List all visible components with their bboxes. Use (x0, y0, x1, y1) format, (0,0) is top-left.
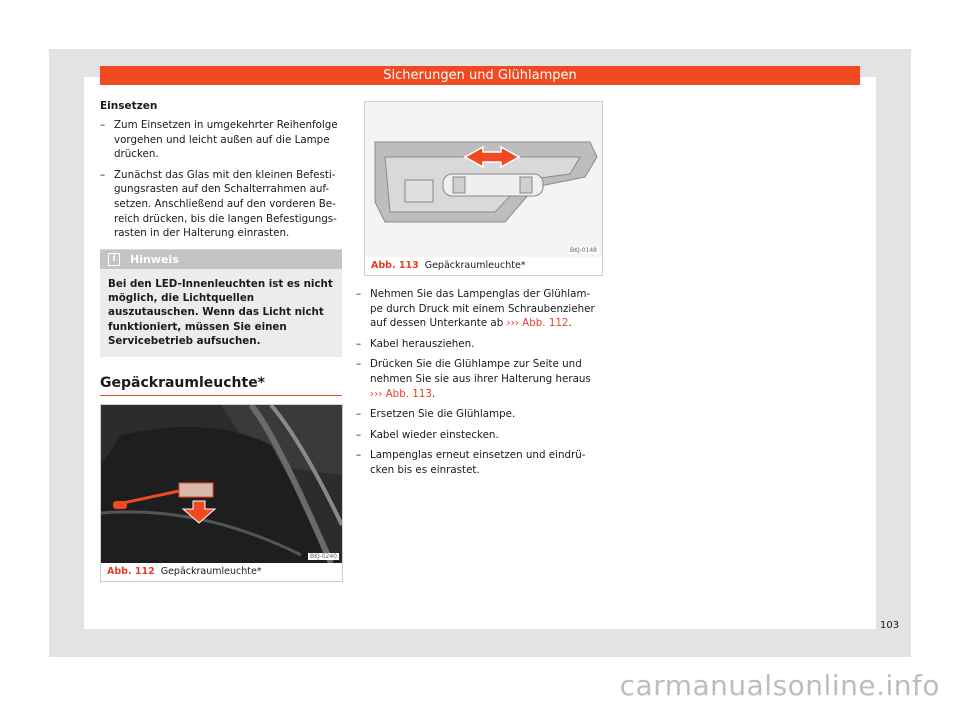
watermark: carmanualsonline.info (619, 669, 940, 702)
list-item (356, 448, 600, 477)
note-header (100, 250, 342, 269)
chapter-header: Sicherungen und Glühlampen (100, 66, 860, 85)
left-column (100, 100, 342, 357)
figure-reference-link[interactable]: ››› Abb. 112 (506, 317, 569, 330)
list-item: – Zum Einsetzen in umgekehrter Reihenfolge vorgehen und leicht außen auf die Lampe drücken. (100, 118, 342, 162)
note-text: Bei den LED-Innenleuchten ist es nicht möglich, die Lichtquellen auszutauschen. Wenn das Licht nicht funktioniert, müssen Sie einen Servicebetrieb aufsuchen. (108, 277, 333, 347)
note-title: Hinweis (130, 252, 179, 266)
step-text: Drücken Sie die Glühlampe zur Seite und nehmen Sie sie aus ihrer Halterung heraus (370, 358, 591, 385)
figure-112 (100, 404, 343, 582)
step-text: Kabel wieder einstecken. (370, 428, 499, 441)
list-item (356, 428, 600, 443)
list-item: – Zunächst das Glas mit den kleinen Befesti-gungsrasten auf den Schalterrahmen auf-setzen. Anschließend auf den vorderen Be-reich drücken, bis die langen Befestigungs-rasten in der Halterung einrasten. (100, 168, 342, 241)
step-tail: . (431, 387, 436, 400)
list-item (356, 337, 600, 352)
info-icon: i (108, 253, 120, 266)
right-column (356, 287, 600, 484)
figure-reference-link[interactable]: ››› Abb. 113 (370, 387, 432, 400)
step-tail: . (568, 317, 572, 330)
step-text: Nehmen Sie das Lampenglas der Glühlam-pe durch Druck mit einem Schraubenzieher auf dessen Unterkante ab (370, 288, 595, 330)
figure-caption (107, 566, 262, 577)
figure-caption-text: Gepäckraumleuchte* (424, 260, 526, 271)
image-code: BKJ-0148 (569, 247, 597, 254)
lamp-holder-image (365, 102, 602, 257)
note-box (100, 249, 342, 357)
list-item (356, 357, 600, 401)
figure-number: Abb. 112 (107, 566, 155, 577)
insert-steps-list (100, 118, 342, 241)
figure-number: Abb. 113 (371, 260, 419, 271)
replace-steps-list (356, 287, 600, 478)
section-title: Gepäckraumleuchte* (100, 375, 342, 396)
page-number: 103 (880, 620, 900, 631)
list-item (356, 287, 600, 331)
list-item (356, 407, 600, 422)
step-text: Ersetzen Sie die Glühlampe. (370, 408, 516, 421)
figure-caption (371, 260, 526, 271)
figure-caption-text: Gepäckraumleuchte* (160, 566, 262, 577)
image-code: BKJ-0240 (309, 553, 337, 560)
step-text: Kabel herausziehen. (370, 337, 475, 350)
subhead-einsetzen: Einsetzen (100, 100, 158, 112)
step-text: Lampenglas erneut einsetzen und eindrü-cken bis es einrastet. (370, 449, 586, 476)
figure-113 (364, 101, 603, 276)
trunk-light-image (101, 405, 342, 563)
